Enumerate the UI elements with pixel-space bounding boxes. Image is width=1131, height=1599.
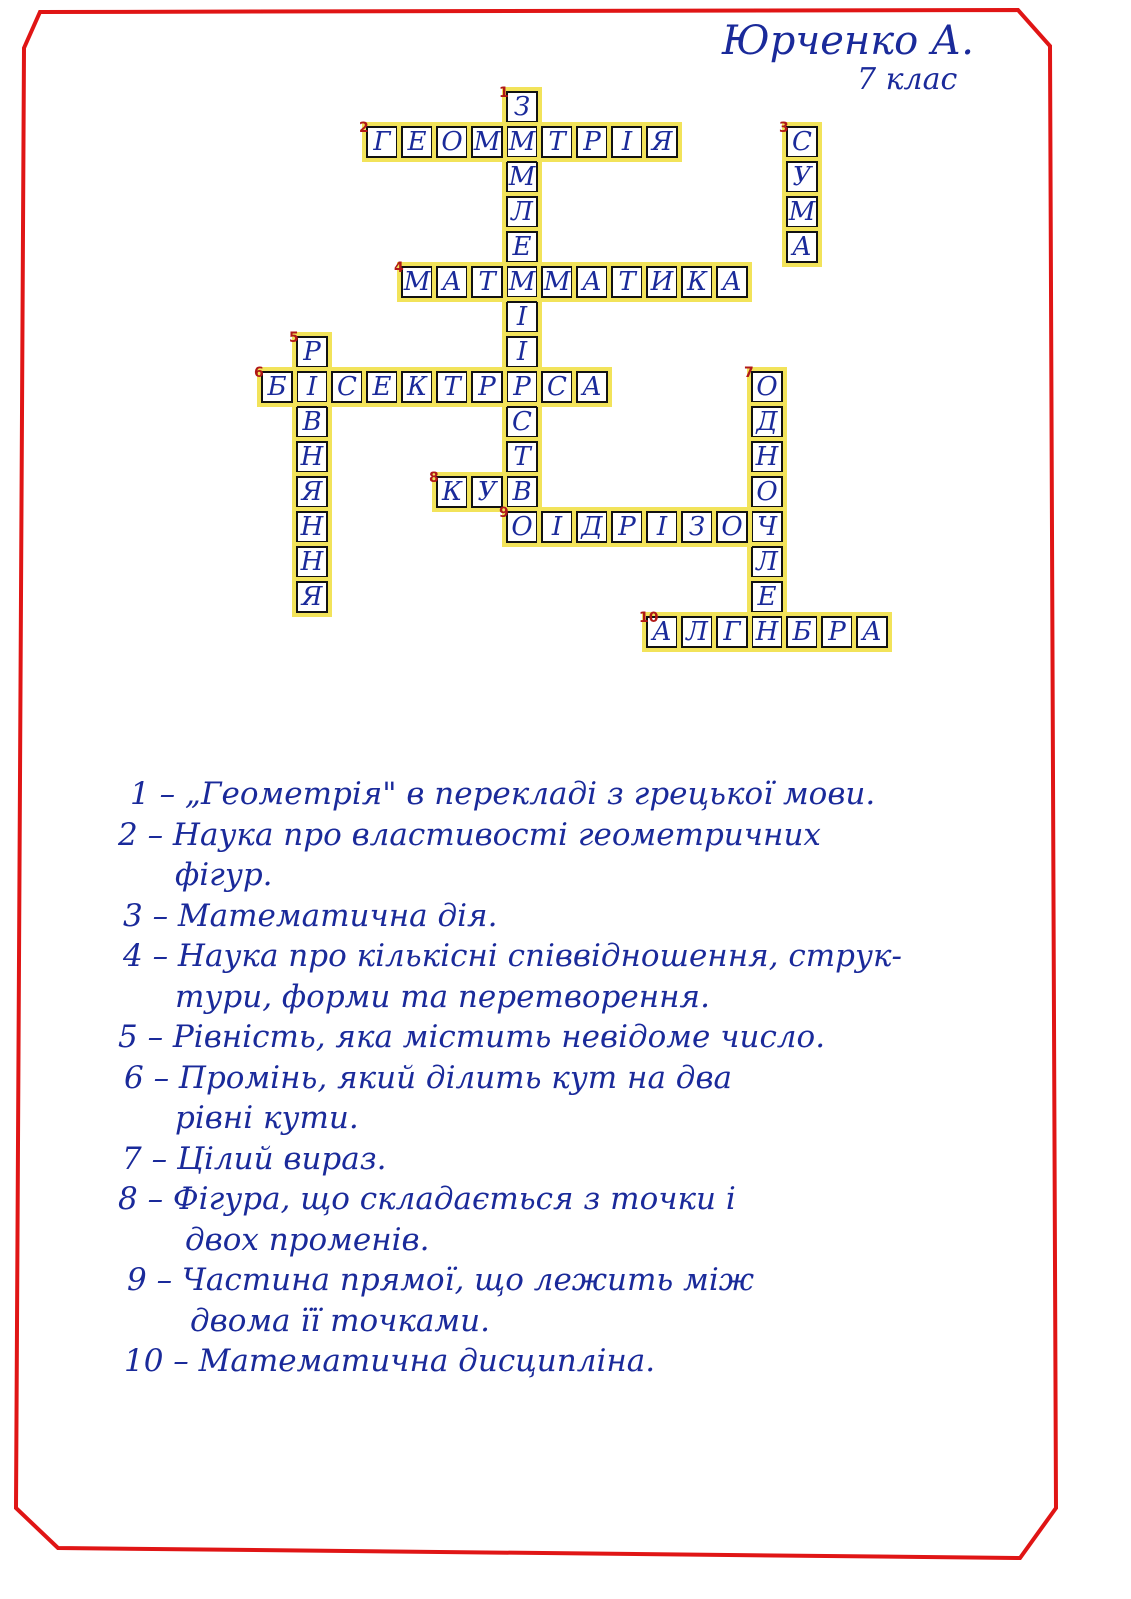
clue-line: фігур. — [175, 857, 273, 893]
crossword-cell: А — [716, 266, 748, 298]
crossword-cell: Т — [471, 266, 503, 298]
clue-line: 5 – Рівність, яка містить невідоме число. — [118, 1019, 826, 1055]
crossword-cell: У — [471, 476, 503, 508]
clue-number: 7 — [744, 365, 754, 381]
crossword-cell: Р — [506, 371, 538, 403]
crossword-cell: Н — [296, 441, 328, 473]
crossword-cell: І — [506, 301, 538, 333]
crossword-cell: І — [541, 511, 573, 543]
crossword-cell: С — [541, 371, 573, 403]
crossword-cell: М — [506, 126, 538, 158]
crossword-cell: К — [681, 266, 713, 298]
crossword-cell: Б — [786, 616, 818, 648]
crossword-cell: В — [296, 406, 328, 438]
crossword-cell: С — [786, 126, 818, 158]
crossword-cell: А — [856, 616, 888, 648]
crossword-cell: Л — [751, 546, 783, 578]
clue-number: 5 — [289, 330, 299, 346]
crossword-cell: Л — [506, 196, 538, 228]
crossword-cell: З — [681, 511, 713, 543]
crossword-cell: Н — [751, 441, 783, 473]
clue-number: 2 — [359, 120, 369, 136]
crossword-cell: Я — [646, 126, 678, 158]
crossword-cell: Л — [681, 616, 713, 648]
crossword-cell: Н — [751, 616, 783, 648]
clue-number: 10 — [639, 610, 659, 626]
crossword-cell: О — [506, 511, 538, 543]
crossword-cell: У — [786, 161, 818, 193]
crossword-cell: І — [296, 371, 328, 403]
crossword-cell: О — [716, 511, 748, 543]
crossword-cell: Н — [296, 546, 328, 578]
clue-number: 4 — [394, 260, 404, 276]
crossword-cell: М — [401, 266, 433, 298]
clue-line: 3 – Математична дія. — [123, 897, 498, 934]
crossword-cell: Е — [366, 371, 398, 403]
clue-number: 6 — [254, 365, 264, 381]
crossword-cell: Т — [436, 371, 468, 403]
crossword-cell: В — [506, 476, 538, 508]
crossword-cell: И — [646, 266, 678, 298]
crossword-cell: А — [436, 266, 468, 298]
clue-line: тури, форми та перетворення. — [175, 978, 710, 1015]
crossword-cell: Е — [751, 581, 783, 613]
crossword-cell: М — [786, 196, 818, 228]
clue-line: рівні кути. — [175, 1100, 359, 1136]
clue-line: 2 – Наука про властивості геометричних — [118, 816, 821, 853]
crossword-cell: Б — [261, 371, 293, 403]
crossword-cell: М — [471, 126, 503, 158]
clue-line: 9 – Частина прямої, що лежить між — [127, 1262, 754, 1298]
crossword-cell: Д — [576, 511, 608, 543]
crossword-cell: О — [751, 371, 783, 403]
crossword-cell: С — [331, 371, 363, 403]
class-label: 7 клас — [857, 62, 958, 97]
crossword-cell: О — [436, 126, 468, 158]
crossword-cell: Р — [576, 126, 608, 158]
crossword-cell: А — [646, 616, 678, 648]
crossword-cell: Я — [296, 581, 328, 613]
clue-line: 4 – Наука про кількісні співвідношення, струк- — [123, 938, 902, 974]
clue-number: 8 — [429, 470, 439, 486]
crossword-cell: Р — [611, 511, 643, 543]
crossword-cell: Р — [821, 616, 853, 648]
crossword-cell: Т — [506, 441, 538, 473]
crossword-cell: Т — [541, 126, 573, 158]
clue-number: 9 — [499, 505, 509, 521]
crossword-cell: Д — [751, 406, 783, 438]
clue-number: 1 — [499, 85, 509, 101]
crossword-cell: Е — [401, 126, 433, 158]
clue-line: 6 – Промінь, який ділить кут на два — [124, 1059, 732, 1096]
crossword-cell: Е — [506, 231, 538, 263]
crossword-cell: Р — [471, 371, 503, 403]
crossword-cell: Т — [611, 266, 643, 298]
crossword-cell: А — [786, 231, 818, 263]
crossword-cell: О — [751, 476, 783, 508]
crossword-cell: М — [541, 266, 573, 298]
crossword-cell: Н — [296, 511, 328, 543]
crossword-cell: М — [506, 161, 538, 193]
clue-line: двома її точками. — [190, 1302, 490, 1339]
crossword-cell: А — [576, 371, 608, 403]
clue-line: 7 – Цілий вираз. — [122, 1140, 387, 1177]
crossword-cell: І — [646, 511, 678, 543]
crossword-cell: Г — [366, 126, 398, 158]
crossword-cell: Г — [716, 616, 748, 648]
crossword-cell: Я — [296, 476, 328, 508]
crossword-cell: К — [436, 476, 468, 508]
crossword-cell: Р — [296, 336, 328, 368]
crossword-cell: А — [576, 266, 608, 298]
crossword-cell: С — [506, 406, 538, 438]
clue-line: 10 – Математична дисципліна. — [124, 1343, 656, 1379]
crossword-cell: М — [506, 266, 538, 298]
crossword-cell: З — [506, 91, 538, 123]
clue-line: двох променів. — [185, 1221, 430, 1258]
clue-line: 8 – Фігура, що складається з точки і — [118, 1181, 736, 1217]
crossword-cell: І — [506, 336, 538, 368]
clue-number: 3 — [779, 120, 789, 136]
clue-line: 1 – „Геометрія" в перекладі з грецької мови. — [130, 776, 876, 812]
crossword-cell: І — [611, 126, 643, 158]
author-name: Юрченко А. — [722, 18, 974, 64]
crossword-cell: Ч — [751, 511, 783, 543]
crossword-cell: К — [401, 371, 433, 403]
